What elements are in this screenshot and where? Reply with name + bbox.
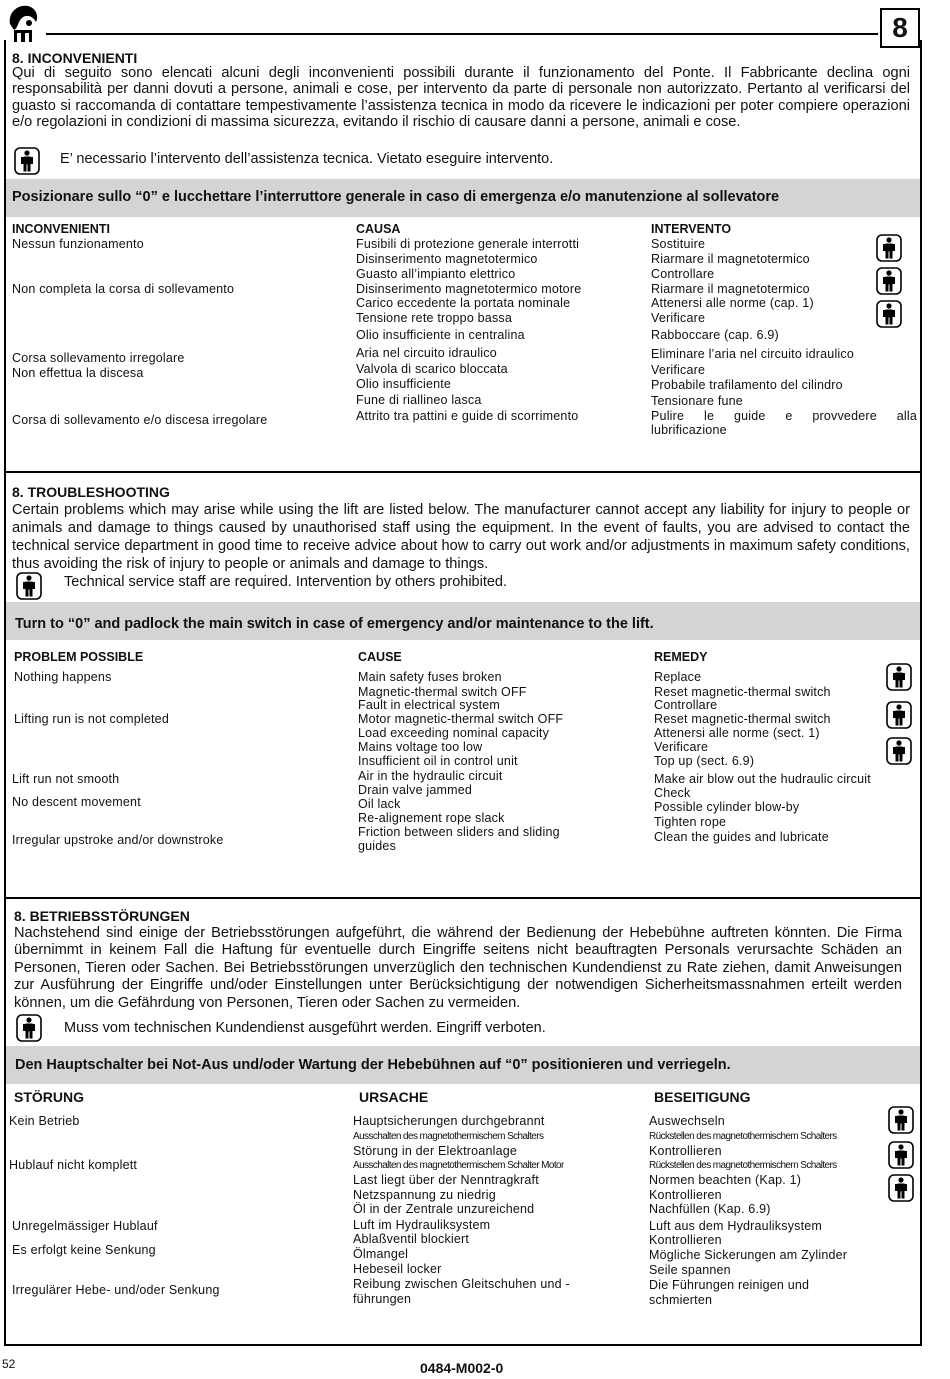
notice-text: Technical service staff are required. Intervention by others prohibited.: [64, 574, 508, 590]
col-header-cause: URSACHE: [359, 1089, 429, 1105]
remedy-cell: Probabile trafilamento del cilindro: [651, 378, 843, 392]
remedy-cell: Auswechseln: [649, 1114, 725, 1128]
technician-icon: [876, 234, 902, 262]
band-text: Den Hauptschalter bei Not-Aus und/oder Wartung der Hebebühnen auf “0” positionieren und verriegeln.: [15, 1057, 731, 1073]
col-header-cause: CAUSA: [356, 222, 401, 236]
cause-cell: Ölmangel: [353, 1247, 409, 1261]
band-text: Posizionare sullo “0” e lucchettare l’interruttore generale in caso di emergenza e/o manutenzione al sollevatore: [12, 189, 780, 205]
remedy-cell: Verificare: [651, 363, 706, 377]
page-number: 52: [2, 1357, 16, 1371]
remedy-cell: Attenersi alle norme (cap. 1): [651, 296, 814, 310]
problem-cell: Corsa di sollevamento e/o discesa irregolare: [12, 413, 268, 427]
col-header-remedy: BESEITIGUNG: [654, 1089, 751, 1105]
service-notice: [12, 575, 632, 601]
cause-cell: Load exceeding nominal capacity: [358, 726, 550, 740]
cause-cell: Ablaßventil blockiert: [353, 1232, 470, 1246]
service-notice: [12, 147, 632, 173]
cause-cell: Re-alignement rope slack: [358, 811, 505, 825]
remedy-cell: Reset magnetic-thermal switch: [654, 712, 831, 726]
technician-icon: [888, 1174, 914, 1202]
remedy-cell: Riarmare il magnetotermico: [651, 252, 810, 266]
section-divider: [6, 471, 920, 473]
safety-band: [6, 179, 920, 217]
cause-cell: Störung in der Elektroanlage: [353, 1144, 518, 1158]
problem-cell: Nothing happens: [14, 670, 112, 684]
remedy-cell: Normen beachten (Kap. 1): [649, 1173, 802, 1187]
cause-cell: Luft im Hydrauliksystem: [353, 1218, 491, 1232]
problem-cell: Nessun funzionamento: [12, 237, 144, 251]
cause-cell: Attrito tra pattini e guide di scorrimento: [356, 409, 579, 423]
section-title: 8. INCONVENIENTI: [12, 50, 138, 66]
col-header-remedy: INTERVENTO: [651, 222, 732, 236]
cause-cell: Reibung zwischen Gleitschuhen und -führungen: [353, 1277, 570, 1306]
remedy-cell: Kontrollieren: [649, 1188, 722, 1202]
technician-icon: [14, 147, 40, 175]
notice-text: Muss vom technischen Kundendienst ausgeführt werden. Eingriff verboten.: [64, 1020, 546, 1036]
document-code: 0484-M002-0: [420, 1360, 504, 1376]
remedy-cell: Rabboccare (cap. 6.9): [651, 328, 779, 342]
remedy-cell: Die Führungen reinigen und schmierten: [649, 1278, 810, 1307]
cause-cell: Friction between sliders and sliding guides: [358, 825, 560, 853]
problem-cell: Non effettua la discesa: [12, 366, 144, 380]
remedy-cell: Kontrollieren: [649, 1233, 722, 1247]
cause-cell: Ausschalten des magnetothermischem Schalter Motor: [353, 1160, 564, 1171]
remedy-cell: Controllare: [651, 267, 715, 281]
cause-cell: Hauptsicherungen durchgebrannt: [353, 1114, 545, 1128]
cause-cell: Aria nel circuito idraulico: [356, 346, 497, 360]
cause-cell: Drain valve jammed: [358, 783, 473, 797]
cause-cell: Magnetic-thermal switch OFF: [358, 685, 527, 699]
band-text: Turn to “0” and padlock the main switch in case of emergency and/or maintenance to the lift.: [15, 616, 654, 632]
cause-cell: Tensione rete troppo bassa: [356, 311, 512, 325]
col-header-problem: STÖRUNG: [14, 1089, 84, 1105]
problem-cell: Kein Betrieb: [9, 1114, 80, 1128]
remedy-cell: Luft aus dem Hydrauliksystem: [649, 1219, 823, 1233]
cause-cell: Carico eccedente la portata nominale: [356, 296, 571, 310]
section-intro: Certain problems which may arise while using the lift are listed below. The manufacturer cannot accept any liability for injury to people or animals and damage to things caused by unauthorised staff using the equipment. In the event of faults, you are advised to contact the technical service department in good time to receive advice about how to carry out work and/or adjustments in maximum safety conditions, thus avoiding the risk of injury to people or animals and damage to things.: [12, 502, 910, 572]
remedy-cell: Controllare: [654, 698, 718, 712]
technician-icon: [16, 572, 42, 600]
technician-icon: [886, 737, 912, 765]
col-header-remedy: REMEDY: [654, 650, 708, 664]
problem-cell: Irregular upstroke and/or downstroke: [12, 833, 224, 847]
remedy-cell: Tensionare fune: [651, 394, 743, 408]
problem-cell: Hublauf nicht komplett: [9, 1158, 138, 1172]
remedy-cell: Make air blow out the hudraulic circuit: [654, 772, 871, 786]
problem-cell: Unregelmässiger Hublauf: [12, 1219, 158, 1233]
remedy-cell: Mögliche Sickerungen am Zylinder: [649, 1248, 848, 1262]
problem-cell: Es erfolgt keine Senkung: [12, 1243, 156, 1257]
problem-cell: Corsa sollevamento irregolare: [12, 351, 185, 365]
col-header-problem: INCONVENIENTI: [12, 222, 110, 236]
problem-cell: Non completa la corsa di sollevamento: [12, 282, 235, 296]
remedy-cell: Possible cylinder blow-by: [654, 800, 800, 814]
logo-icon: [6, 2, 40, 44]
cause-cell: Guasto all’impianto elettrico: [356, 267, 516, 281]
safety-band: [6, 602, 920, 640]
header-rule: [46, 33, 878, 35]
cause-cell: Air in the hydraulic circuit: [358, 769, 503, 783]
remedy-cell: Verificare: [654, 740, 709, 754]
remedy-cell: Attenersi alle norme (sect. 1): [654, 726, 820, 740]
cause-cell: Main safety fuses broken: [358, 670, 502, 684]
technician-icon: [876, 267, 902, 295]
safety-band: [6, 1046, 920, 1084]
technician-icon: [888, 1141, 914, 1169]
section-title: 8. BETRIEBSSTÖRUNGEN: [14, 908, 190, 924]
cause-cell: Olio insufficiente: [356, 377, 452, 391]
cause-cell: Insufficient oil in control unit: [358, 754, 518, 768]
remedy-cell: Kontrollieren: [649, 1144, 722, 1158]
problem-cell: Lifting run is not completed: [14, 712, 169, 726]
cause-cell: Valvola di scarico bloccata: [356, 362, 508, 376]
remedy-cell: Sostituire: [651, 237, 706, 251]
col-header-cause: CAUSE: [358, 650, 402, 664]
problem-cell: Lift run not smooth: [12, 772, 120, 786]
remedy-cell: Replace: [654, 670, 702, 684]
remedy-cell: Rückstellen des magnetothermischem Schalters: [649, 1160, 837, 1171]
cause-cell: Disinserimento magnetotermico: [356, 252, 538, 266]
remedy-cell: Seile spannen: [649, 1263, 731, 1277]
remedy-cell: Eliminare l’aria nel circuito idraulico: [651, 347, 855, 361]
remedy-cell: Check: [654, 786, 691, 800]
technician-icon: [886, 701, 912, 729]
service-notice: [12, 1016, 632, 1042]
cause-cell: Mains voltage too low: [358, 740, 483, 754]
cause-cell: Fusibili di protezione generale interrotti: [356, 237, 580, 251]
remedy-cell: Riarmare il magnetotermico: [651, 282, 810, 296]
remedy-cell: Tighten rope: [654, 815, 727, 829]
cause-cell: Ausschalten des magnetothermischem Schalters: [353, 1131, 544, 1142]
cause-cell: Disinserimento magnetotermico motore: [356, 282, 582, 296]
cause-cell: Fune di riallineo lasca: [356, 393, 482, 407]
technician-icon: [886, 663, 912, 691]
remedy-cell: Clean the guides and lubricate: [654, 830, 829, 844]
problem-cell: No descent movement: [12, 795, 141, 809]
cause-cell: Motor magnetic-thermal switch OFF: [358, 712, 564, 726]
cause-cell: Hebeseil locker: [353, 1262, 442, 1276]
cause-cell: Olio insufficiente in centralina: [356, 328, 525, 342]
section-intro: Qui di seguito sono elencati alcuni degli inconvenienti possibili durante il funzionamento del Ponte. Il Fabbricante declina ogni responsabilità per danni dovuti a persone, animali e cose, per intervento da parte di personale non autorizzato. Pertanto al verificarsi del guasto si raccomanda di contattare tempestivamente l’assistenza tecnica in modo da ricevere le indicazioni per poter compiere operazioni e/o regolazioni in condizioni di massima sicurezza, evitando il rischio di causare danni a persone, animali e cose.: [12, 65, 910, 130]
technician-icon: [16, 1014, 42, 1042]
section-intro: Nachstehend sind einige der Betriebsstörungen aufgeführt, die während der Bedienung der Hebebühne auftreten könnten. Die Firma übernimmt in keinem Fall die Haftung für eventuelle durch Eingriffe seitens nicht beauftragten Personals verursachte Schäden an Personen, Tieren oder Sachen. Bei Betriebsstörungen unverzüglich den technischen Kundendienst zu Rate ziehen, damit Anweisungen zur Ausführung der Eingriffe und/oder Einstellungen unter Berücksichtigung der notwendigen Sicherheitsmassnahmen erteilt werden können, um die Gefährdung von Personen, Tieren oder Sachen zu vermeiden.: [14, 925, 902, 1011]
col-header-problem: PROBLEM POSSIBLE: [14, 650, 144, 664]
remedy-cell: Pulire le guide e provvedere alla lubrificazione: [651, 409, 917, 437]
remedy-cell: Nachfüllen (Kap. 6.9): [649, 1202, 771, 1216]
chapter-number: 8: [880, 8, 920, 48]
cause-cell: Fault in electrical system: [358, 698, 501, 712]
remedy-cell: Reset magnetic-thermal switch: [654, 685, 831, 699]
cause-cell: Oil lack: [358, 797, 401, 811]
remedy-cell: Verificare: [651, 311, 706, 325]
technician-icon: [876, 300, 902, 328]
problem-cell: Irregulärer Hebe- und/oder Senkung: [12, 1283, 220, 1297]
cause-cell: Netzspannung zu niedrig: [353, 1188, 496, 1202]
remedy-cell: Top up (sect. 6.9): [654, 754, 755, 768]
cause-cell: Öl in der Zentrale unzureichend: [353, 1202, 535, 1216]
notice-text: E’ necessario l’intervento dell’assistenza tecnica. Vietato eseguire intervento.: [60, 151, 554, 167]
remedy-cell: Rückstellen des magnetothermischem Schalters: [649, 1131, 837, 1142]
cause-cell: Last liegt über der Nenntragkraft: [353, 1173, 539, 1187]
section-divider: [6, 897, 920, 899]
section-title: 8. TROUBLESHOOTING: [12, 484, 170, 500]
technician-icon: [888, 1106, 914, 1134]
